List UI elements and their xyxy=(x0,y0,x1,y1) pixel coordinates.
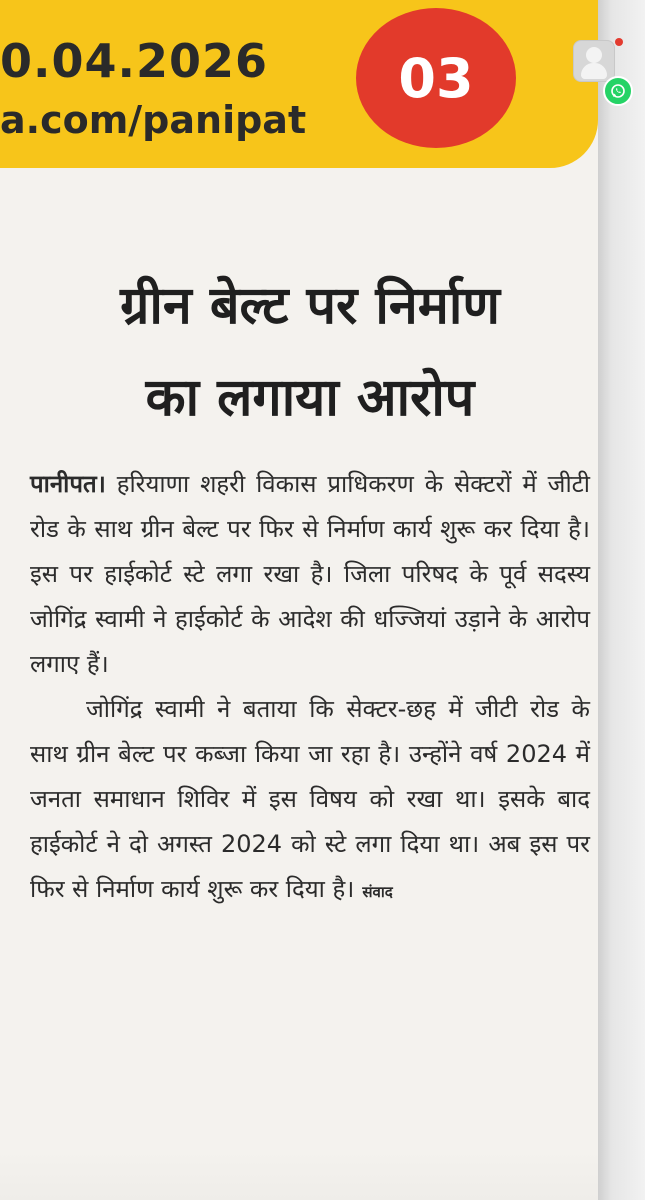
bottom-fade xyxy=(0,1150,598,1200)
page-number: 03 xyxy=(398,46,474,110)
article-body xyxy=(30,462,590,915)
article-paragraph-2 xyxy=(30,687,590,915)
right-gutter xyxy=(598,0,645,1200)
article-credit: संवाद xyxy=(362,883,393,901)
headline-line-2: का लगाया आरोप xyxy=(145,368,475,428)
whatsapp-glyph-icon xyxy=(610,83,626,99)
article-headline xyxy=(40,260,580,444)
notification-dot xyxy=(615,38,623,46)
page-number-badge xyxy=(356,8,516,148)
edition-url: a.com/panipat xyxy=(0,98,307,142)
dateline: पानीपत। xyxy=(30,470,106,498)
paragraph-1-text: हरियाणा शहरी विकास प्राधिकरण के सेक्टरों में जीटी रोड के साथ ग्रीन बेल्ट पर फिर से निर्माण कार्य शुरू कर दिया है। इस पर हाईकोर्ट स्टे लगा रखा है। जिला परिषद के पूर्व सदस्य जोगिंद्र स्वामी ने हाईकोर्ट के आदेश की धज्जियां उड़ाने के आरोप लगाए हैं। xyxy=(30,470,590,678)
user-avatar-icon[interactable] xyxy=(573,40,615,82)
header-band xyxy=(0,0,598,168)
headline-line-1: ग्रीन बेल्ट पर निर्माण xyxy=(120,276,500,336)
whatsapp-icon[interactable] xyxy=(603,76,633,106)
paragraph-2-text: जोगिंद्र स्वामी ने बताया कि सेक्टर-छह में जीटी रोड के साथ ग्रीन बेल्ट पर कब्जा किया जा रहा है। उन्होंने वर्ष 2024 में जनता समाधान शिविर में इस विषय को रखा था। इसके बाद हाईकोर्ट ने दो अगस्त 2024 को स्टे लगा दिया था। अब इस पर फिर से निर्माण कार्य शुरू कर दिया है। xyxy=(30,695,590,903)
avatar-body xyxy=(581,63,607,79)
avatar-head xyxy=(586,47,602,63)
edition-date: 0.04.2026 xyxy=(0,34,268,88)
article-paragraph-1 xyxy=(30,462,590,687)
